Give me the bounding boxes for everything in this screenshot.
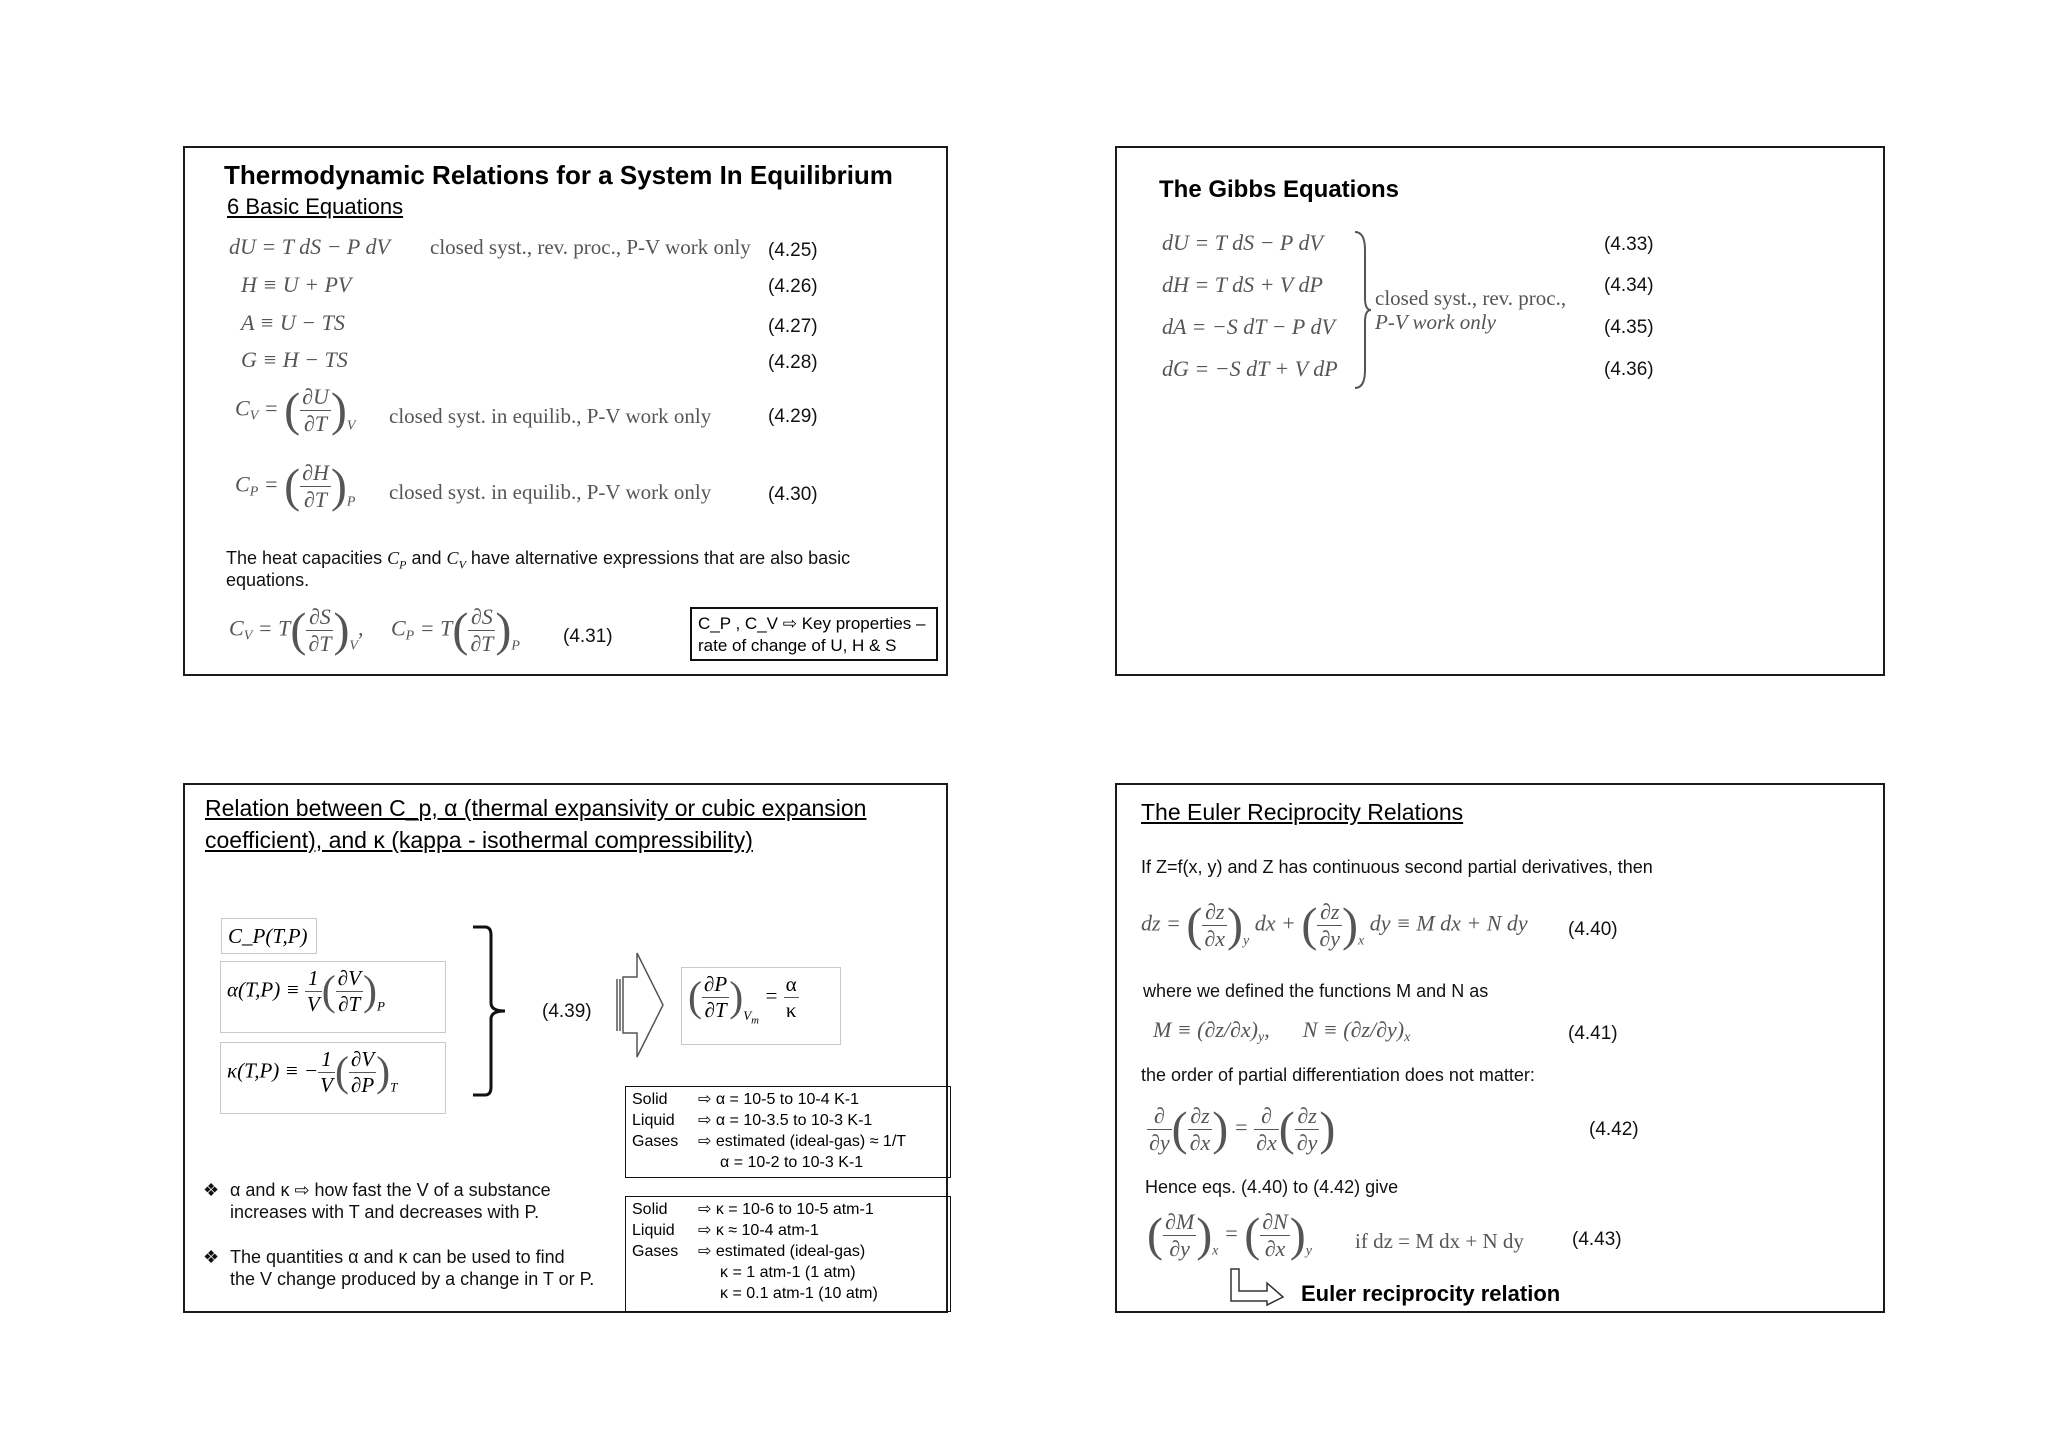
gibbs-eq-dG: dG = −S dT + V dP [1162, 356, 1338, 381]
kappa-row-3-phase: Gases [632, 1243, 679, 1260]
eq-4-30-note: closed syst. in equilib., P-V work only [389, 480, 712, 504]
bullet2-line2: the V change produced by a change in T or P. [230, 1269, 595, 1289]
kappa-row-2-value: ⇨ κ ≈ 10-4 atm-1 [698, 1222, 819, 1239]
eq-4-43-num: (4.43) [1572, 1229, 1622, 1250]
eq-4-28-expr: G ≡ H − TS [241, 347, 348, 372]
kappa-def-box [220, 1042, 446, 1114]
cp-label: C_P(T,P) [228, 924, 308, 948]
eq-4-25-note: closed syst., rev. proc., P-V work only [430, 235, 751, 259]
eq-4-25-num: (4.25) [768, 240, 818, 261]
slide-euler-reciprocity [1115, 783, 1885, 1313]
kappa-row-1-value: ⇨ κ = 10-6 to 10-5 atm-1 [698, 1201, 874, 1218]
eq-4-26-num: (4.26) [768, 276, 818, 297]
slide2-title: The Gibbs Equations [1159, 176, 1400, 203]
kappa-values-box [625, 1196, 951, 1312]
heat-capacity-text: The heat capacities $C_P$ and $C_V$ have alternative expressions that are also basic [226, 548, 851, 572]
eq-4-27-num: (4.27) [768, 316, 818, 337]
eq-4-26-expr: H ≡ U + PV [241, 272, 352, 297]
alpha-row-2-phase: Liquid [632, 1112, 675, 1129]
gibbs-num-4-34: (4.34) [1604, 275, 1654, 296]
slide4-hence-text: Hence eqs. (4.40) to (4.42) give [1145, 1177, 1399, 1197]
slide4-order-text: the order of partial differentiation does not matter: [1141, 1065, 1535, 1085]
eq-4-43-condition: if dz = M dx + N dy [1355, 1229, 1524, 1253]
alpha-row-3-value: ⇨ estimated (ideal-gas) ≈ 1/T [698, 1133, 907, 1150]
kappa-row-3-value: ⇨ estimated (ideal-gas) [698, 1243, 866, 1260]
eq-4-31-expr: CV = T( $\frac{\partial S}{\partial T}$ )$_V$, CP = T( $\frac{\partial S}{\partial T}$ )$_P$ [229, 603, 520, 657]
eq-4-42-num: (4.42) [1589, 1119, 1639, 1140]
slide-cp-alpha-kappa [183, 783, 948, 1313]
eq-4-42-expr: $\frac{\partial}{\partial y}$ ( $\frac{\partial z}{\partial x}$ ) = $\frac{\partial}{\partial x}$ ( $\frac{\partial z}{\partial y}$ ) [1149, 1102, 1336, 1156]
gibbs-note-1: closed syst., rev. proc., [1375, 286, 1567, 310]
gibbs-eq-dH: dH = T dS + V dP [1162, 272, 1323, 297]
slide1-title: Thermodynamic Relations for a System In Equilibrium [224, 160, 893, 190]
slide3-brace [471, 925, 511, 1100]
eq-4-30-expr: CP = ( $\frac{\partial H}{\partial T}$ )$_P$ [235, 459, 356, 513]
bullet-icon-2: ❖ [203, 1247, 220, 1267]
slide3-title-line1: Relation between C_p, α (thermal expansivity or cubic expansion [205, 795, 867, 821]
gibbs-num-4-35: (4.35) [1604, 317, 1654, 338]
eq-4-40-num: (4.40) [1568, 919, 1618, 940]
eq-4-43-expr: ( $\frac{\partial M}{\partial y}$ )$_x$ = ( $\frac{\partial N}{\partial x}$ )$_y$ [1147, 1208, 1312, 1262]
kappa-row-1-phase: Solid [632, 1201, 668, 1218]
slide4-defined-text: where we defined the functions M and N as [1143, 981, 1489, 1001]
slide1-subtitle: 6 Basic Equations [227, 194, 404, 219]
eq-4-27-expr: A ≡ U − TS [241, 310, 345, 335]
euler-conclusion: Euler reciprocity relation [1301, 1281, 1561, 1306]
alpha-values-box [625, 1086, 951, 1178]
eq-4-29-note: closed syst. in equilib., P-V work only [389, 404, 712, 428]
gibbs-brace [1353, 230, 1373, 390]
bullet-icon-1: ❖ [203, 1180, 220, 1200]
eq-4-30-num: (4.30) [768, 484, 818, 505]
eq-4-39-num: (4.39) [542, 1001, 592, 1022]
bullet1-line1: α and κ ⇨ how fast the V of a substance [230, 1180, 551, 1200]
eq-4-41-expr: M ≡ (∂z/∂x)y, N ≡ (∂z/∂y)x [1153, 1017, 1411, 1045]
alpha-def-box [220, 961, 446, 1033]
gibbs-eq-dA: dA = −S dT − P dV [1162, 314, 1335, 339]
alpha-def: α(T,P) ≡ $\frac{1}{V}$ ( $\frac{\partial V}{\partial T}$ )$_P$ [227, 966, 385, 1016]
alpha-row-1-value: ⇨ α = 10-5 to 10-4 K-1 [698, 1091, 859, 1108]
eq-4-41-num: (4.41) [1568, 1023, 1618, 1044]
key-properties-line2: rate of change of U, H & S [698, 636, 897, 655]
cp-box [221, 918, 317, 954]
slide4-title: The Euler Reciprocity Relations [1141, 799, 1464, 825]
elbow-arrow-icon [1229, 1267, 1285, 1307]
bullet1-line2: increases with T and decreases with P. [230, 1202, 540, 1222]
kappa-def: κ(T,P) ≡ − $\frac{1}{V}$ ( $\frac{\partial V}{\partial P}$ )$_T$ [227, 1047, 398, 1097]
slide3-title-line2: coefficient), and κ (kappa - isothermal compressibility) [205, 827, 753, 853]
slide-gibbs-equations [1115, 146, 1885, 676]
gibbs-note-2: P-V work only [1375, 310, 1496, 334]
alpha-row-2-value: ⇨ α = 10-3.5 to 10-3 K-1 [698, 1112, 873, 1129]
eq-4-40-expr: dz = ( $\frac{\partial z}{\partial x}$ )$_y$ dx + ( $\frac{\partial z}{\partial y}$ )$_x$ dy ≡ M dx + N dy [1141, 898, 1528, 952]
eq-4-28-num: (4.28) [768, 352, 818, 373]
kappa-row-4-value: κ = 1 atm-1 (1 atm) [720, 1264, 856, 1281]
slide-thermo-relations [183, 146, 948, 676]
alpha-row-4-value: α = 10-2 to 10-3 K-1 [720, 1154, 864, 1171]
alpha-row-3-phase: Gases [632, 1133, 679, 1150]
kappa-row-5-value: κ = 0.1 atm-1 (10 atm) [720, 1285, 878, 1302]
gibbs-num-4-33: (4.33) [1604, 234, 1654, 255]
key-properties-line1: C_P , C_V ⇨ Key properties – [698, 614, 926, 633]
eq-4-31-num: (4.31) [563, 626, 613, 647]
kappa-row-2-phase: Liquid [632, 1222, 675, 1239]
eq-4-29-num: (4.29) [768, 406, 818, 427]
bullet2-line1: The quantities α and κ can be used to find [230, 1247, 565, 1267]
heat-capacity-text-2: equations. [226, 570, 310, 590]
slide4-intro: If Z=f(x, y) and Z has continuous second partial derivatives, then [1141, 857, 1653, 877]
dP-dT-result: ( $\frac{\partial P}{\partial T}$ )$_{V_m}$ = $\frac{\alpha}{\kappa}$ [688, 972, 797, 1027]
implies-arrow-icon [615, 951, 665, 1061]
key-properties-box [690, 607, 938, 661]
gibbs-num-4-36: (4.36) [1604, 359, 1654, 380]
gibbs-eq-dU: dU = T dS − P dV [1162, 230, 1323, 255]
alpha-row-1-phase: Solid [632, 1091, 668, 1108]
eq-4-29-expr: CV = ( $\frac{\partial U}{\partial T}$ )$_V$ [235, 383, 356, 437]
dP-dT-box [681, 967, 841, 1045]
eq-4-25-expr: dU = T dS − P dV [229, 234, 390, 259]
